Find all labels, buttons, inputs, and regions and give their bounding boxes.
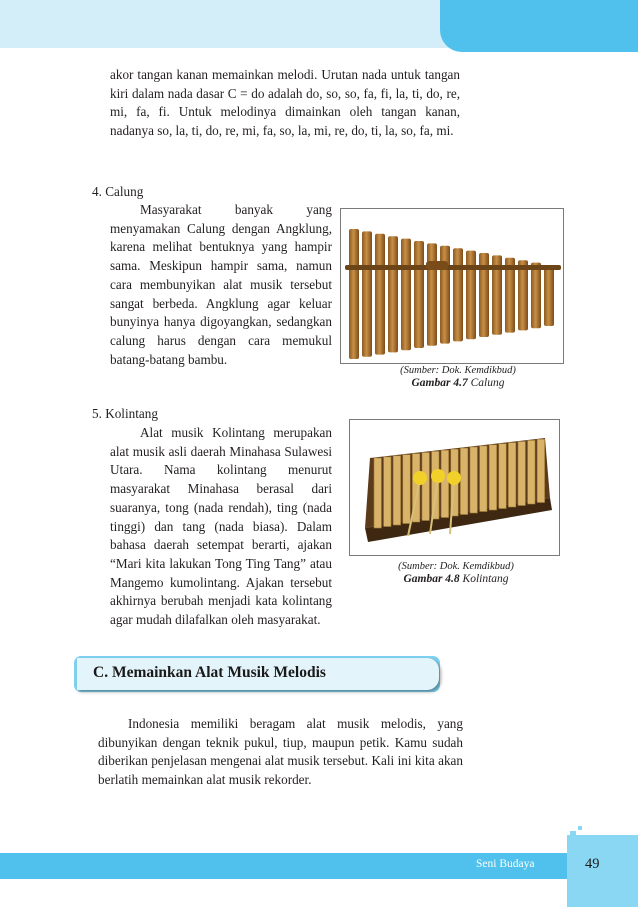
bamboo-tube <box>414 241 424 348</box>
bamboo-tube <box>466 251 476 340</box>
bamboo-tube <box>544 265 554 326</box>
kolintang-figure-title <box>386 573 526 586</box>
bamboo-tube <box>349 229 359 359</box>
calung-illustration <box>341 209 563 363</box>
kolintang-key <box>537 439 544 502</box>
kolintang-key <box>528 440 535 504</box>
kolintang-figure-label: Gambar 4.8 <box>403 573 460 585</box>
header-light-panel <box>0 0 480 48</box>
calung-source: (Sumber: Dok. Kemdikbud) <box>400 365 516 376</box>
kolintang-key <box>480 446 487 512</box>
kolintang-key <box>422 453 429 521</box>
kolintang-heading: 5. Kolintang <box>92 406 158 421</box>
kolintang-key <box>499 444 506 509</box>
bamboo-tube <box>388 236 398 352</box>
kolintang-figure-name: Kolintang <box>462 573 509 585</box>
footer-page-box <box>567 835 638 907</box>
calung-caption <box>388 364 528 390</box>
calung-figure-title <box>388 377 528 390</box>
bamboo-tube <box>440 246 450 344</box>
kolintang-image <box>349 419 560 556</box>
kolintang-key <box>460 448 467 514</box>
kolintang-paragraph: Alat musik Kolintang merupakan alat musik asli daerah Minahasa Sulawesi Utara. Nama kolintang menurut masyarakat Minahasa berasal dari suaranya, tong (nada rendah), ting (nada tinggi) dan tang (nada biasa). Dalam bahasa daerah setempat berarti, ajakan “Mari kita lakukan Tong Ting Tang” atau Mangemo kumolintang. Ajakan tersebut akhirnya berubah menjadi kata kolintang agar mudah dilafalkan oleh masyarakat. <box>110 425 332 628</box>
bamboo-tube <box>518 260 528 330</box>
calung-image <box>340 208 564 364</box>
bamboo-tube <box>375 234 385 355</box>
kolintang-source: (Sumber: Dok. Kemdikbud) <box>398 561 514 572</box>
bamboo-tube <box>453 248 463 341</box>
intro-paragraph: akor tangan kanan memainkan melodi. Urutan nada untuk tangan kiri dalam nada dasar C = do adalah do, so, so, fa, fi, la, ti, do, re, mi, fa, fi. Untuk melodinya dimainkan oleh tangan kanan, nadanya so, la, ti, do, re, mi, fa, so, la, mi, re, do, ti, la, so, fa, mi. <box>110 67 460 139</box>
calung-figure-name: Calung <box>470 377 505 389</box>
bamboo-tube <box>427 243 437 345</box>
bamboo-tube <box>362 231 372 356</box>
section-paragraph: Indonesia memiliki beragam alat musik melodis, yang dibunyikan dengan teknik pukul, tiup, maupun petik. Kamu sudah diberikan penjelasan mengenai alat musik tersebut. Kali ini kita akan berlatih memainkan alat musik rekorder. <box>98 716 463 788</box>
bamboo-tube <box>401 239 411 351</box>
footer-book-title: Seni Budaya <box>476 858 535 870</box>
kolintang-key <box>470 447 477 513</box>
page-number: 49 <box>585 856 600 872</box>
kolintang-key <box>441 450 448 517</box>
section-title: C. Memainkan Alat Musik Melodis <box>93 664 326 681</box>
calung-heading: 4. Calung <box>92 184 144 199</box>
kolintang-key <box>403 455 410 524</box>
header-blue-tab <box>440 0 638 52</box>
kolintang-key <box>393 456 400 525</box>
kolintang-key <box>489 445 496 510</box>
bamboo-tube <box>531 263 541 329</box>
kolintang-key <box>518 442 525 506</box>
footer-decor-square-small <box>578 826 582 830</box>
kolintang-key <box>384 457 391 527</box>
kolintang-caption <box>386 560 526 586</box>
kolintang-illustration <box>350 420 559 555</box>
kolintang-key <box>374 458 381 528</box>
calung-figure-label: Gambar 4.7 <box>411 377 468 389</box>
kolintang-key <box>508 443 515 507</box>
footer-decor-square <box>570 831 576 837</box>
calung-paragraph: Masyarakat banyak yang menyamakan Calung dengan Angklung, karena melihat bentuknya yang hampir sama. Meskipun hampir sama, namun cara membunyikan alat musik tersebut sangat berbeda. Angklung agar keluar bunyinya hanya digoyangkan, sedangkan calung harus dengan cara memukul batang-batang bambu. <box>110 202 332 367</box>
footer-band <box>0 853 638 879</box>
